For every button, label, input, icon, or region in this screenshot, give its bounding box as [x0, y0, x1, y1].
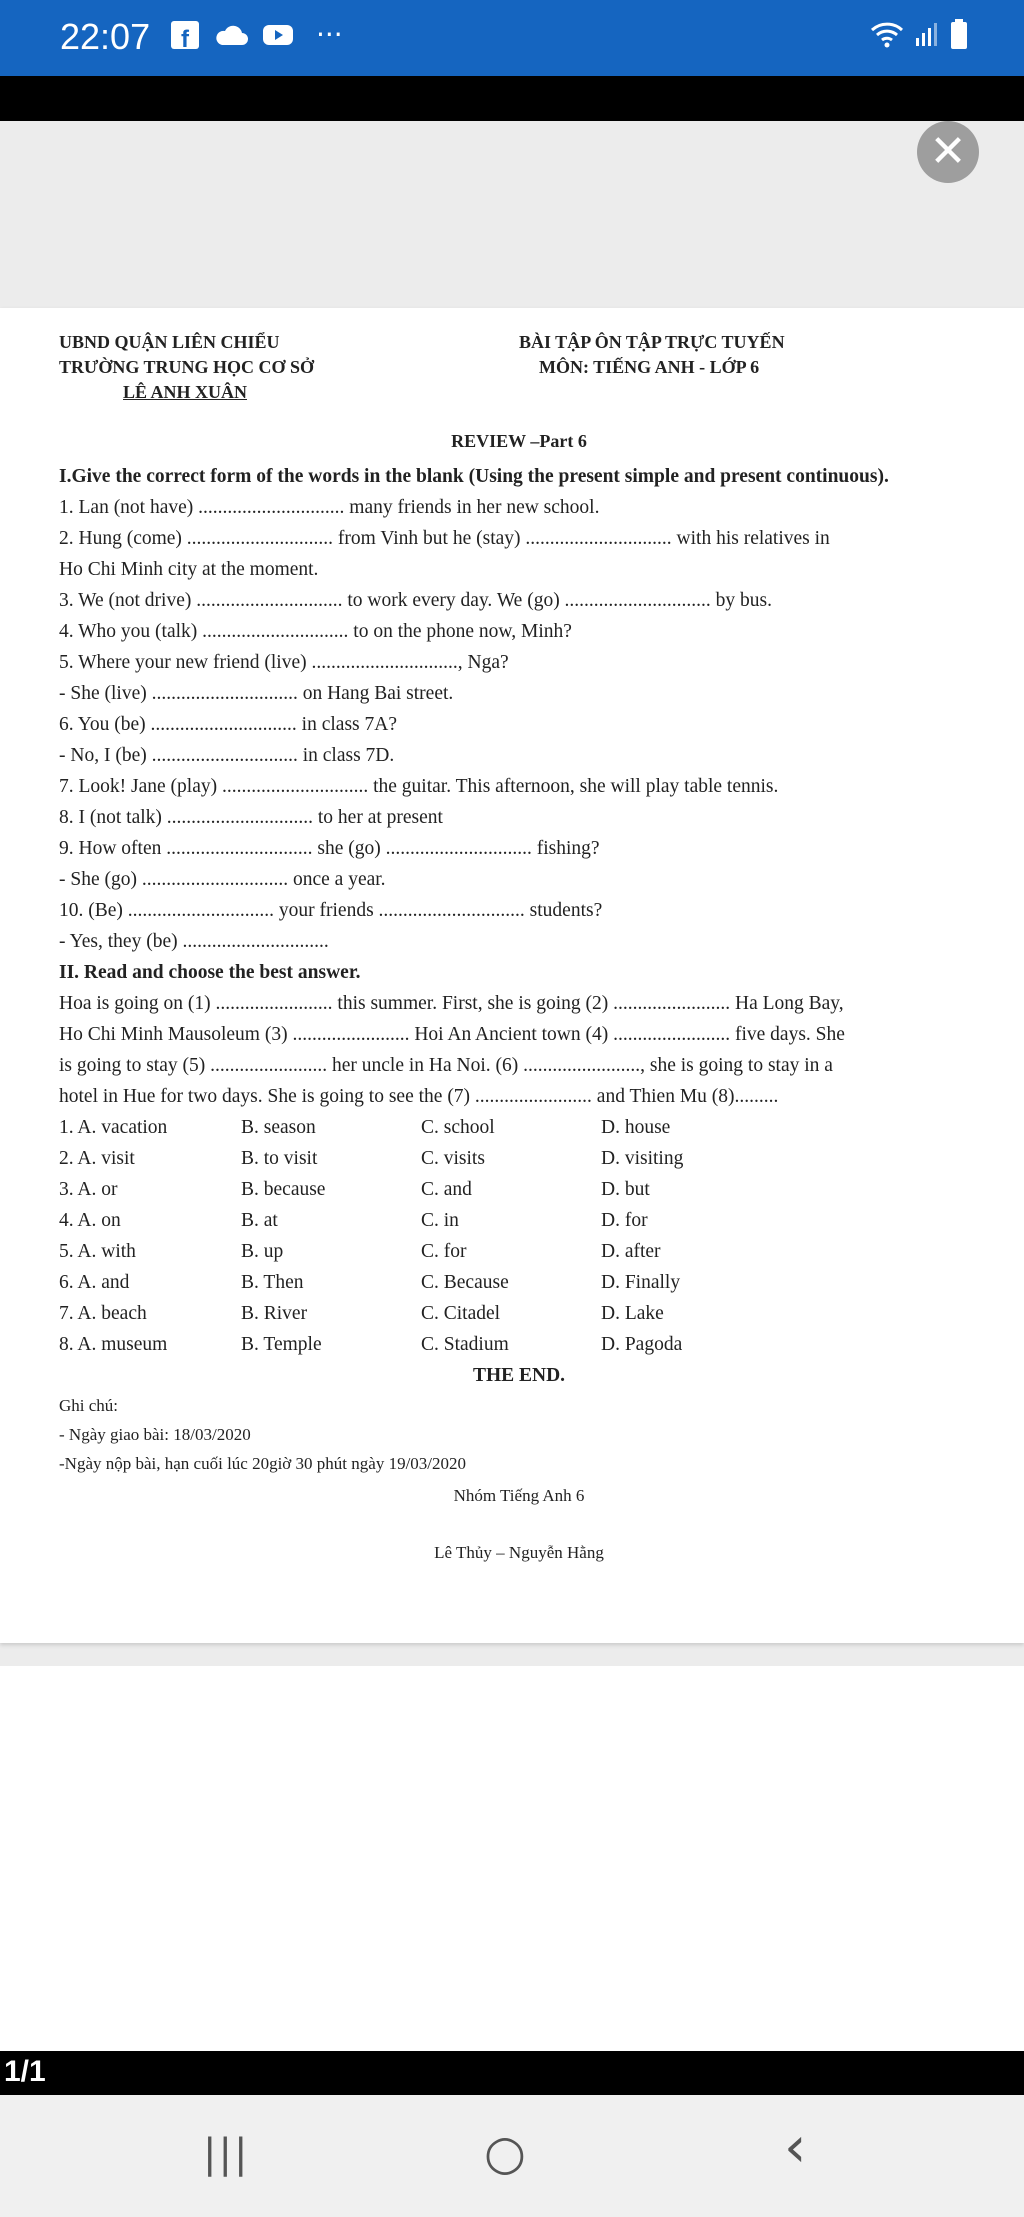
option: B. at	[241, 1210, 278, 1231]
option: B. up	[241, 1241, 284, 1262]
option: B. Then	[241, 1272, 304, 1293]
option: 8. A. museum	[59, 1334, 168, 1355]
option: D. for	[601, 1210, 648, 1231]
home-button[interactable]: ○	[484, 2125, 526, 2181]
youtube-icon	[262, 23, 294, 47]
exercise-line: 4. Who you (talk) .............................. to on the phone now, Minh?	[59, 621, 572, 642]
option: B. because	[241, 1179, 326, 1200]
exercise-title: BÀI TẬP ÔN TẬP TRỰC TUYẾN	[519, 332, 785, 352]
passage-line: Ho Chi Minh Mausoleum (3) ........................ Hoi An Ancient town (4) ........................ five days. She	[59, 1024, 845, 1045]
exercise-line: - No, I (be) .............................. in class 7D.	[59, 745, 395, 766]
option: B. River	[241, 1303, 308, 1324]
exercise-line: 6. You (be) .............................. in class 7A?	[59, 714, 397, 735]
subject: MÔN: TIẾNG ANH - LỚP 6	[539, 357, 760, 377]
exercise-line: 10. (Be) .............................. your friends .............................. students?	[59, 900, 603, 921]
option-row	[59, 1143, 979, 1174]
note-line-2: -Ngày nộp bài, hạn cuối lúc 20giờ 30 phút ngày 19/03/2020	[59, 1454, 467, 1473]
option: B. Temple	[241, 1334, 322, 1355]
notification-icons	[170, 18, 343, 51]
option: C. Citadel	[421, 1303, 501, 1324]
clock: 22:07	[60, 16, 151, 57]
section-1-heading: I.Give the correct form of the words in the blank (Using the present simple and present continuous).	[59, 466, 889, 487]
option-row	[59, 1267, 979, 1298]
exercise-line: Ho Chi Minh city at the moment.	[59, 559, 319, 580]
option-row	[59, 1112, 979, 1143]
note-label: Ghi chú:	[59, 1396, 119, 1415]
viewer-top-bar	[0, 76, 1024, 121]
option: D. Finally	[601, 1272, 681, 1293]
exercise-line: 9. How often .............................. she (go) .............................. fishing?	[59, 838, 600, 859]
passage-line: is going to stay (5) ........................ her uncle in Ha Noi. (6) ........................, she is going to stay in a	[59, 1055, 833, 1076]
option: 4. A. on	[59, 1210, 121, 1231]
option: D. visiting	[601, 1148, 684, 1169]
exercise-line: - She (go) .............................. once a year.	[59, 869, 386, 890]
option-row	[59, 1329, 979, 1360]
battery-icon	[950, 18, 968, 50]
option: C. Stadium	[421, 1334, 509, 1355]
option: 6. A. and	[59, 1272, 130, 1293]
the-end: THE END.	[472, 1365, 566, 1386]
group-name: Nhóm Tiếng Anh 6	[453, 1486, 585, 1505]
option: C. for	[421, 1241, 467, 1262]
option: C. and	[421, 1179, 472, 1200]
status-bar	[0, 0, 1024, 76]
authors: Lê Thủy – Nguyễn Hằng	[434, 1543, 604, 1562]
exercise-line: 8. I (not talk) .............................. to her at present	[59, 807, 443, 828]
option: C. visits	[421, 1148, 485, 1169]
section-2-heading: II. Read and choose the best answer.	[59, 962, 361, 983]
option: 5. A. with	[59, 1241, 136, 1262]
passage-line: hotel in Hue for two days. She is going to see the (7) ........................ and Thien Mu (8).........	[59, 1086, 779, 1107]
option: 7. A. beach	[59, 1303, 147, 1324]
option: C. school	[421, 1117, 495, 1138]
back-button[interactable]: ‹	[784, 2115, 807, 2180]
document-header	[59, 330, 979, 422]
option: D. but	[601, 1179, 650, 1200]
exercise-line: 2. Hung (come) .............................. from Vinh but he (stay) .............................. with his relatives in	[59, 528, 830, 549]
review-title: REVIEW –Part 6	[451, 431, 587, 451]
reading-passage	[59, 988, 979, 1112]
passage-line: Hoa is going on (1) ........................ this summer. First, she is going (2) ........................ Ha Long Bay,	[59, 993, 844, 1014]
facebook-icon	[170, 20, 200, 50]
exercise-line: - Yes, they (be) ..............................	[59, 931, 329, 952]
answer-options	[59, 1112, 979, 1360]
signal-icon	[914, 20, 940, 48]
page-indicator-bar	[0, 2051, 1024, 2095]
more-icon: ···	[316, 18, 343, 51]
option: D. Lake	[601, 1303, 664, 1324]
exercise-line: 3. We (not drive) .............................. to work every day. We (go) .............................. by bus.	[59, 590, 773, 611]
page-indicator: 1/1	[4, 2055, 46, 2088]
option: C. in	[421, 1210, 459, 1231]
option: C. Because	[421, 1272, 509, 1293]
svg-text:f: f	[181, 25, 189, 50]
option: B. to visit	[241, 1148, 318, 1169]
option-row	[59, 1236, 979, 1267]
option-row	[59, 1298, 979, 1329]
option: D. house	[601, 1117, 671, 1138]
option-row	[59, 1205, 979, 1236]
option: D. Pagoda	[601, 1334, 683, 1355]
option-row	[59, 1174, 979, 1205]
system-icons	[870, 18, 968, 50]
close-button[interactable]: ✕	[917, 121, 979, 183]
header-left	[59, 330, 314, 405]
exercise-line: 5. Where your new friend (live) .............................., Nga?	[59, 652, 509, 673]
option: 2. A. visit	[59, 1148, 135, 1169]
exercise-line: - She (live) .............................. on Hang Bai street.	[59, 683, 454, 704]
option: D. after	[601, 1241, 661, 1262]
recent-apps-button[interactable]: |||	[203, 2131, 250, 2177]
document-content	[59, 330, 979, 1568]
cloud-icon	[214, 23, 248, 47]
exercise-line: 7. Look! Jane (play) .............................. the guitar. This afternoon, she will play table tennis.	[59, 776, 779, 797]
district-name: UBND QUẬN LIÊN CHIỂU	[59, 332, 280, 352]
exercise-line: 1. Lan (not have) .............................. many friends in her new school.	[59, 497, 600, 518]
document-viewer[interactable]	[0, 121, 1024, 2051]
option: 1. A. vacation	[59, 1117, 168, 1138]
header-right	[519, 330, 785, 380]
navigation-bar	[0, 2095, 1024, 2217]
option: B. season	[241, 1117, 316, 1138]
wifi-icon	[870, 20, 904, 48]
school-type: TRƯỜNG TRUNG HỌC CƠ SỞ	[59, 357, 315, 377]
school-name: LÊ ANH XUÂN	[123, 382, 248, 402]
option: 3. A. or	[59, 1179, 118, 1200]
document-page	[0, 308, 1024, 1643]
section-1-items	[59, 492, 979, 957]
note-line-1: - Ngày giao bài: 18/03/2020	[59, 1425, 251, 1444]
